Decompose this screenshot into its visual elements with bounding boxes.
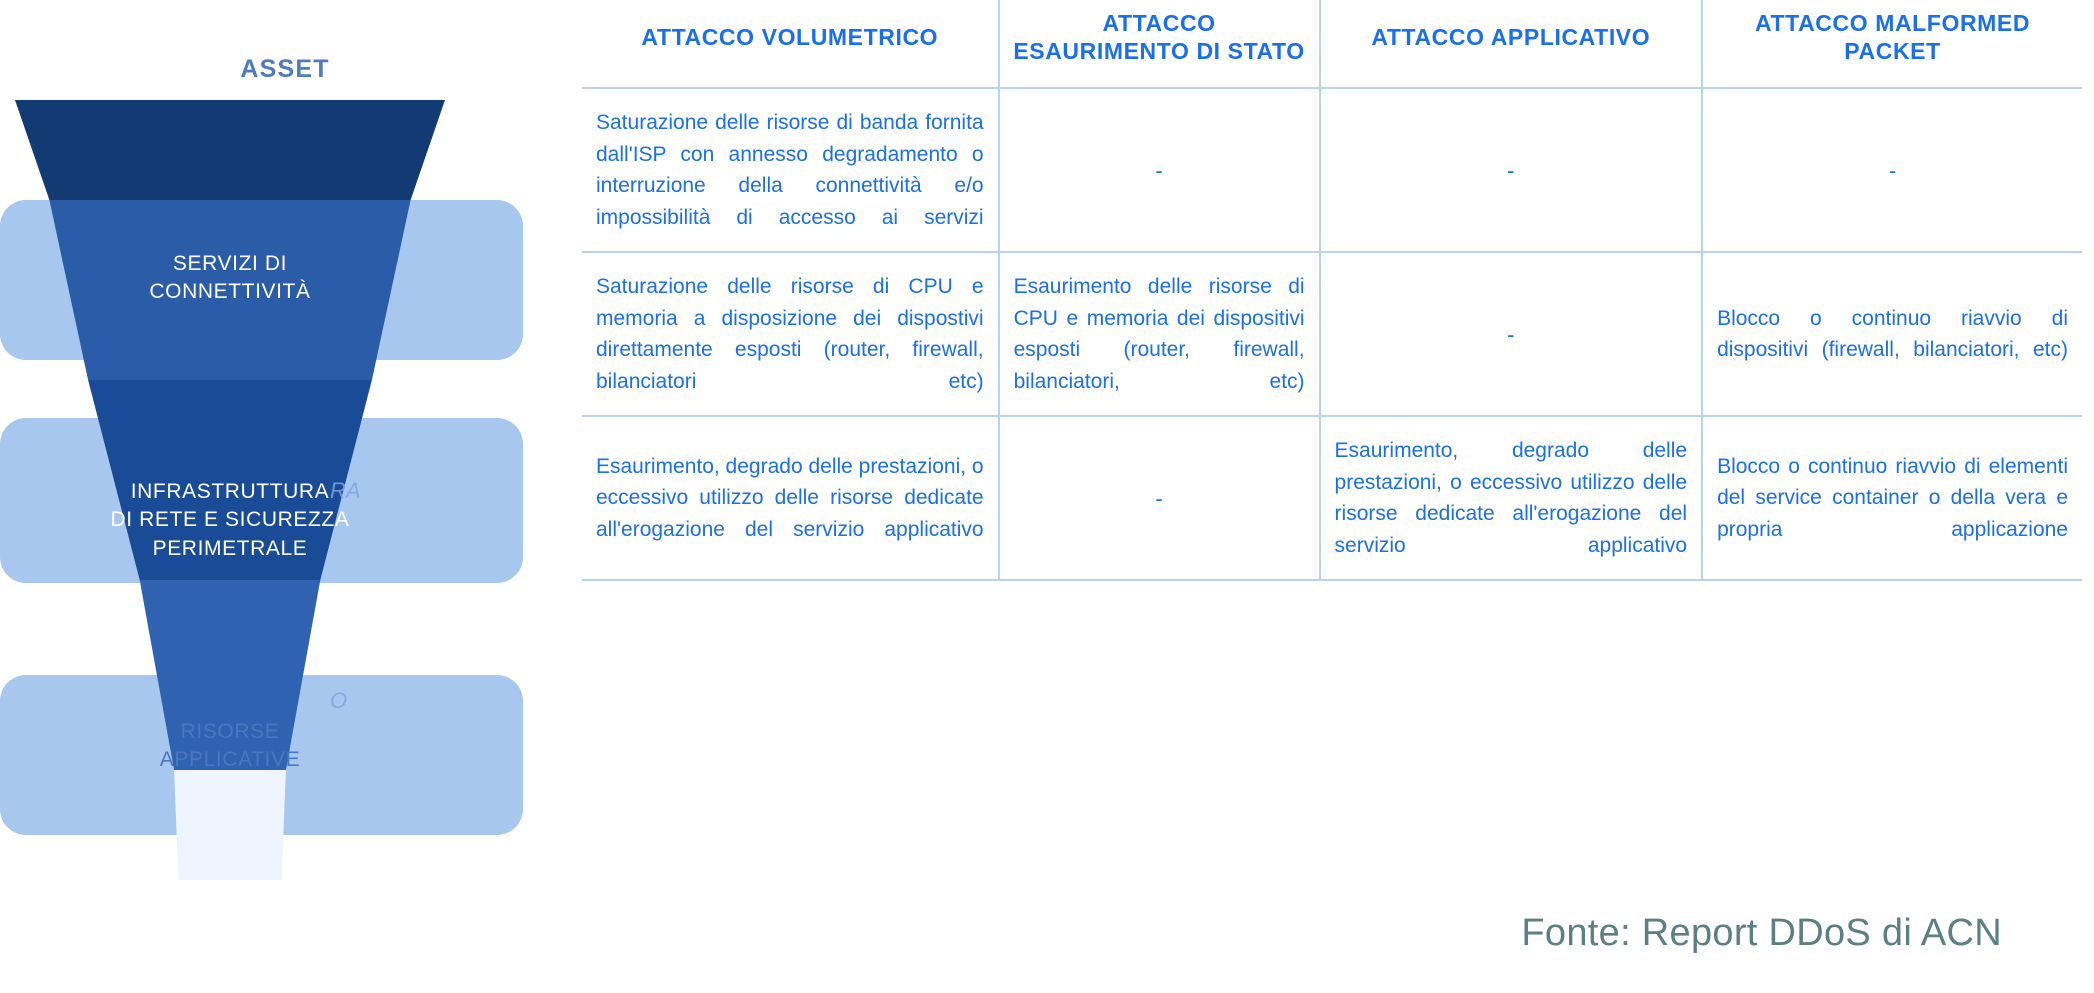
funnel-diagram xyxy=(0,0,570,930)
cell-r1-volumetrico: Saturazione delle risorse di banda fornita dall'ISP con annesso degradamento o interruzione della connettività e/o impossibilità di accesso ai servizi xyxy=(582,88,999,252)
cell-r2-applicativo: - xyxy=(1320,252,1703,416)
funnel-label-connettivita xyxy=(50,250,410,307)
cell-r1-applicativo: - xyxy=(1320,88,1703,252)
cell-r3-malformed: Blocco o continuo riavvio di elementi del service container o della vera e propria applicazione xyxy=(1702,416,2082,580)
table-header-applicativo: ATTACCO APPLICATIVO xyxy=(1320,0,1703,88)
cell-r2-malformed: Blocco o continuo riavvio di dispositivi (firewall, bilanciatori, etc) xyxy=(1702,252,2082,416)
funnel-label-risorse-line2: APPLICATIVE xyxy=(159,748,301,772)
funnel-label-infrastruttura xyxy=(50,478,410,563)
table-row xyxy=(582,416,2082,580)
attack-table-panel xyxy=(572,0,2094,860)
table-row xyxy=(582,252,2082,416)
funnel-label-risorse-line1: RISORSE xyxy=(180,720,280,743)
cell-r3-applicativo: Esaurimento, degrado delle prestazioni, o eccessivo utilizzo delle risorse dedicate all'erogazione del servizio applicativo xyxy=(1320,416,1703,580)
cell-r3-volumetrico: Esaurimento, degrado delle prestazioni, o eccessivo utilizzo delle risorse dedicate all'erogazione del servizio applicativo xyxy=(582,416,999,580)
table-header-malformed-packet: ATTACCO MALFORMED PACKET xyxy=(1702,0,2082,88)
funnel-label-connettivita-line1: SERVIZI DI xyxy=(172,252,288,275)
table-header-esaurimento-stato: ATTACCO ESAURIMENTO DI STATO xyxy=(999,0,1320,88)
source-note: Fonte: Report DDoS di ACN xyxy=(1521,912,2002,954)
ghost-word-1: RA xyxy=(330,478,361,503)
funnel-label-infrastruttura-line2: DI RETE E SICUREZZA xyxy=(110,508,350,532)
table-row xyxy=(582,88,2082,252)
cell-r2-volumetrico: Saturazione delle risorse di CPU e memoria a disposizione dei dispostivi direttamente esposti (router, firewall, bilanciatori etc) xyxy=(582,252,999,416)
ghost-word-2: O xyxy=(330,688,348,713)
funnel-segment-1 xyxy=(15,100,445,200)
funnel-title: ASSET xyxy=(240,55,330,83)
funnel-label-risorse xyxy=(50,718,410,775)
cell-r1-malformed: - xyxy=(1702,88,2082,252)
cell-r3-esaurimento: - xyxy=(999,416,1320,580)
table-header-row xyxy=(582,0,2082,88)
attack-table xyxy=(582,0,2082,581)
cell-r2-esaurimento: Esaurimento delle risorse di CPU e memoria dei dispositivi esposti (router, firewall, bilanciatori, etc) xyxy=(999,252,1320,416)
funnel-label-infrastruttura-line1: INFRASTRUTTURA xyxy=(130,480,330,503)
table-header-volumetrico: ATTACCO VOLUMETRICO xyxy=(582,0,999,88)
funnel-label-infrastruttura-line3: PERIMETRALE xyxy=(152,536,308,560)
funnel-label-connettivita-line2: CONNETTIVITÀ xyxy=(149,280,311,304)
cell-r1-esaurimento: - xyxy=(999,88,1320,252)
